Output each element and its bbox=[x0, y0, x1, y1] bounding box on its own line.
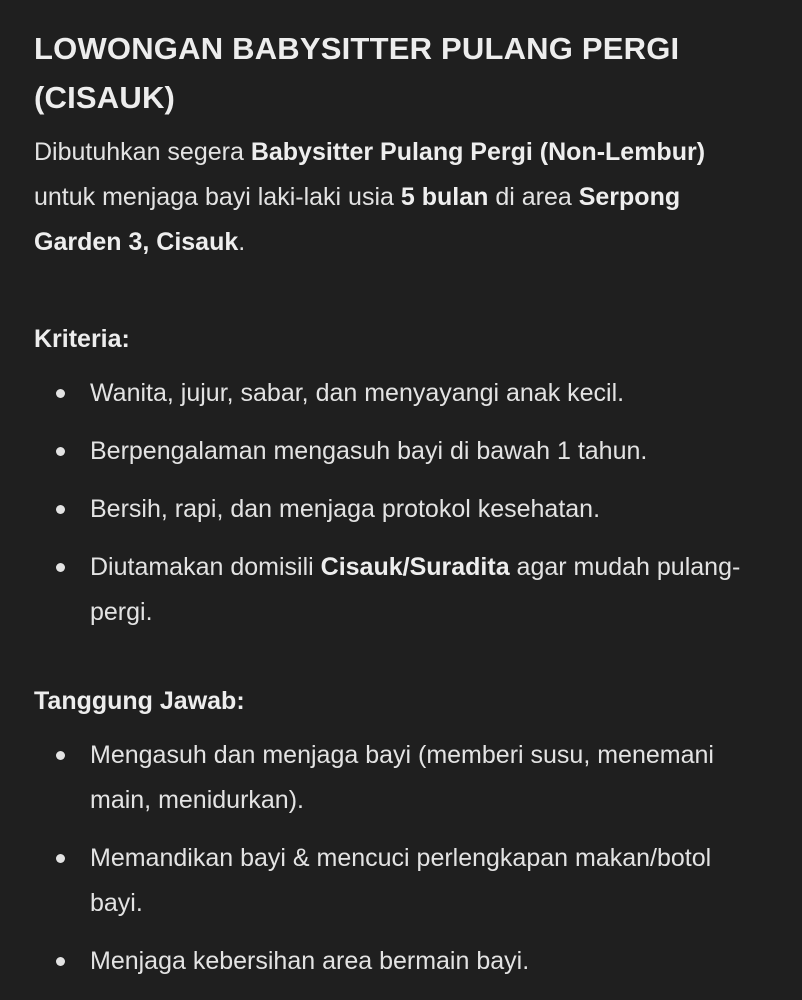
list-item-text: Wanita, jujur, sabar, dan menyayangi anak kecil. bbox=[90, 379, 625, 407]
list-item bbox=[34, 939, 768, 984]
bullet-icon bbox=[56, 751, 65, 760]
intro-text-1: Dibutuhkan segera bbox=[34, 138, 251, 166]
intro-baby-age: 5 bulan bbox=[400, 183, 489, 211]
tanggung-jawab-heading: Tanggung Jawab: bbox=[34, 687, 245, 715]
intro-text-3: di area bbox=[488, 183, 579, 211]
intro-paragraph bbox=[34, 130, 768, 265]
bullet-icon bbox=[56, 447, 65, 456]
list-item-text bbox=[90, 553, 740, 626]
list-item bbox=[34, 733, 768, 823]
bullet-icon bbox=[56, 563, 65, 572]
list-item-text: Menjaga kebersihan area bermain bayi. bbox=[90, 947, 530, 975]
list-item-text: Berpengalaman mengasuh bayi di bawah 1 tahun. bbox=[90, 437, 648, 465]
bullet-icon bbox=[56, 957, 65, 966]
intro-text-2: untuk menjaga bayi laki-laki usia bbox=[34, 183, 401, 211]
intro-location: Serpong Garden 3, Cisauk bbox=[34, 183, 681, 256]
tanggung-jawab-list bbox=[34, 733, 768, 984]
intro-position: Babysitter Pulang Pergi (Non-Lembur) bbox=[250, 138, 706, 166]
item4-domicile: Cisauk/Suradita bbox=[320, 553, 510, 581]
kriteria-list bbox=[34, 371, 768, 635]
list-item bbox=[34, 371, 768, 416]
list-item-text: Mengasuh dan menjaga bayi (memberi susu, menemani main, menidurkan). bbox=[90, 741, 714, 814]
list-item bbox=[34, 429, 768, 474]
bullet-icon bbox=[56, 854, 65, 863]
kriteria-heading: Kriteria: bbox=[34, 325, 130, 353]
intro-text-4: . bbox=[238, 228, 246, 256]
item4-text-1: Diutamakan domisili bbox=[90, 553, 321, 581]
list-item bbox=[34, 545, 768, 635]
page-title: LOWONGAN BABYSITTER PULANG PERGI (CISAUK) bbox=[34, 31, 680, 115]
bullet-icon bbox=[56, 389, 65, 398]
list-item-text: Bersih, rapi, dan menjaga protokol kesehatan. bbox=[90, 495, 601, 523]
list-item bbox=[34, 836, 768, 926]
list-item-text: Memandikan bayi & mencuci perlengkapan makan/botol bayi. bbox=[90, 844, 712, 917]
bullet-icon bbox=[56, 505, 65, 514]
item4-text-2: agar mudah pulang-pergi. bbox=[90, 553, 741, 626]
list-item bbox=[34, 487, 768, 532]
